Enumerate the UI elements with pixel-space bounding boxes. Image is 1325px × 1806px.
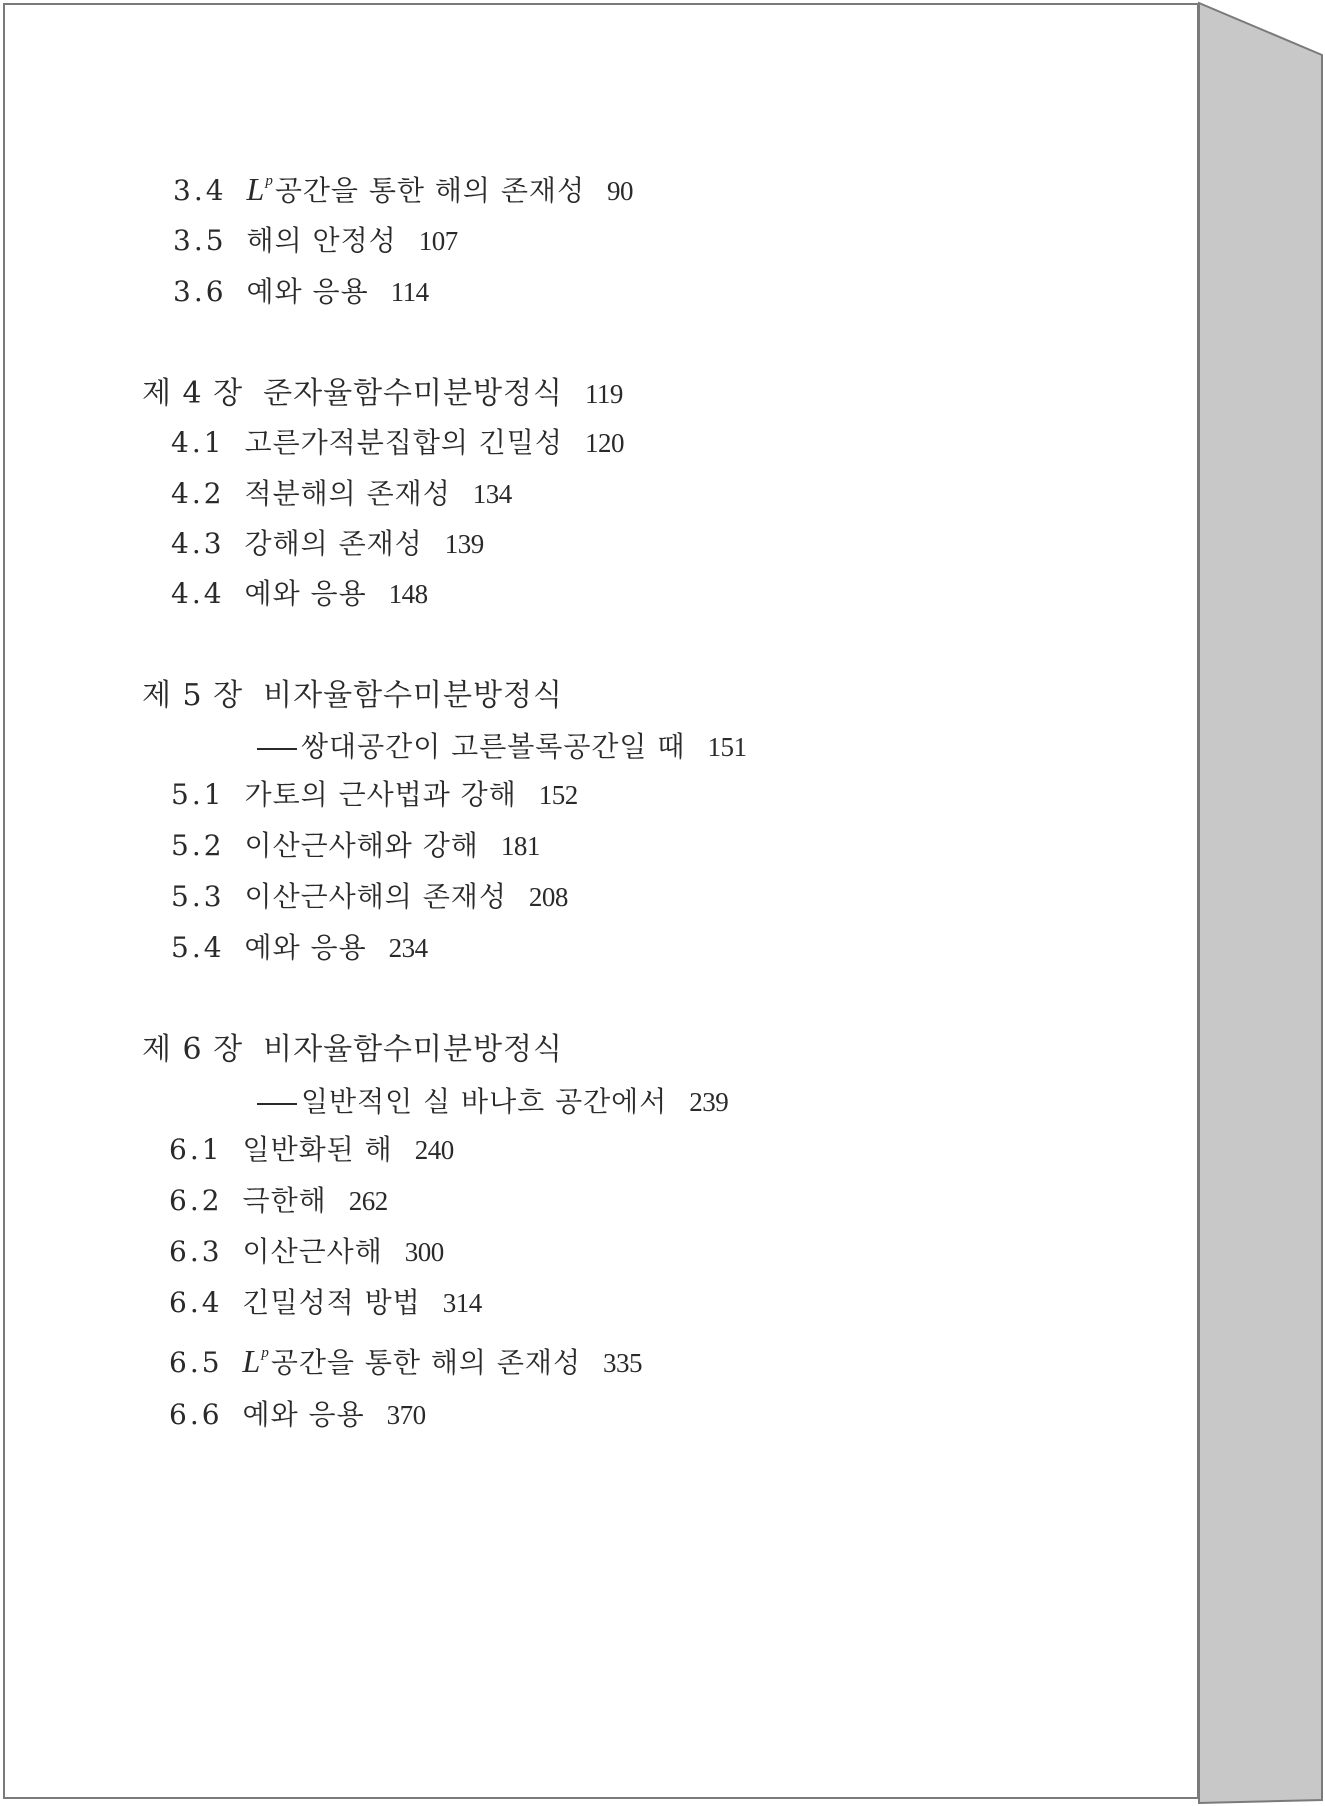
section-number: 6.4	[169, 1286, 223, 1319]
chapter-title: 비자율함수미분방정식	[263, 1032, 563, 1067]
chapter-label: 제 5 장	[142, 678, 244, 713]
toc-entry-3-5	[173, 224, 458, 257]
section-number: 5.4	[171, 931, 225, 964]
page-number: 239	[689, 1087, 729, 1117]
page-number: 234	[388, 933, 428, 963]
toc-entry-5-2	[171, 829, 540, 862]
table-of-contents	[5, 5, 1201, 1801]
chapter-subtitle: 일반적인 실 바나흐 공간에서	[301, 1085, 668, 1118]
page-number: 151	[707, 732, 747, 762]
section-title: 긴밀성적 방법	[242, 1286, 421, 1319]
toc-entry-5-4	[171, 931, 428, 964]
toc-entry-3-6	[173, 275, 429, 308]
section-title: 일반화된 해	[242, 1133, 393, 1166]
chapter-title: 준자율함수미분방정식	[263, 376, 563, 411]
lp-space-symbol: $L^p$	[246, 171, 274, 207]
toc-chapter-4	[142, 376, 623, 411]
chapter-label: 제 6 장	[142, 1032, 244, 1067]
section-title: 예와 응용	[246, 275, 369, 308]
section-title: 극한해	[242, 1184, 327, 1217]
page-number: 370	[386, 1400, 426, 1430]
toc-entry-4-4	[171, 577, 428, 610]
toc-chapter-5-subtitle	[257, 730, 747, 763]
section-number: 6.2	[169, 1184, 223, 1217]
toc-entry-6-2	[169, 1184, 388, 1217]
section-title: 이산근사해와 강해	[244, 829, 479, 862]
toc-entry-6-4	[169, 1286, 482, 1319]
section-number: 5.3	[171, 880, 225, 913]
toc-chapter-5	[142, 678, 563, 713]
page-number: 300	[404, 1237, 444, 1267]
section-title: 고른가적분집합의 긴밀성	[244, 426, 563, 459]
toc-entry-4-2	[171, 477, 512, 510]
section-title: 가토의 근사법과 강해	[244, 778, 517, 811]
toc-chapter-6-subtitle	[257, 1085, 729, 1118]
page-number: 139	[444, 529, 484, 559]
section-title: 공간을 통한 해의 존재성	[270, 1346, 582, 1379]
toc-entry-6-5	[169, 1345, 642, 1377]
section-title: 이산근사해	[242, 1235, 383, 1268]
section-number: 3.5	[173, 224, 227, 257]
section-title: 공간을 통한 해의 존재성	[274, 174, 586, 207]
chapter-subtitle: 쌍대공간이 고른볼록공간일 때	[301, 730, 686, 763]
page-number: 114	[390, 277, 429, 307]
section-title: 예와 응용	[242, 1398, 365, 1431]
page-number: 240	[414, 1135, 454, 1165]
chapter-title: 비자율함수미분방정식	[263, 678, 563, 713]
section-number: 6.6	[169, 1398, 223, 1431]
page-number: 152	[538, 780, 578, 810]
section-number: 4.4	[171, 577, 225, 610]
toc-chapter-6	[142, 1032, 563, 1067]
toc-entry-6-3	[169, 1235, 444, 1268]
toc-entry-4-1	[171, 426, 624, 459]
page-number: 208	[528, 882, 568, 912]
chapter-label: 제 4 장	[142, 376, 244, 411]
page-number: 134	[472, 479, 512, 509]
section-title: 예와 응용	[244, 931, 367, 964]
section-number: 6.1	[169, 1133, 223, 1166]
section-number: 4.3	[171, 527, 225, 560]
page-number: 107	[418, 226, 458, 256]
section-number: 4.2	[171, 477, 225, 510]
section-title: 강해의 존재성	[244, 527, 423, 560]
toc-entry-3-4	[173, 173, 633, 205]
page-number: 335	[603, 1348, 643, 1378]
page-number: 119	[584, 379, 623, 409]
page-number: 120	[584, 428, 624, 458]
em-dash	[257, 748, 297, 750]
section-title: 해의 안정성	[246, 224, 397, 257]
section-title: 예와 응용	[244, 577, 367, 610]
page-number: 148	[388, 579, 428, 609]
toc-entry-4-3	[171, 527, 484, 560]
toc-entry-6-6	[169, 1398, 426, 1431]
section-number: 3.6	[173, 275, 227, 308]
section-number: 5.1	[171, 778, 225, 811]
page-number: 181	[500, 831, 540, 861]
section-title: 이산근사해의 존재성	[244, 880, 507, 913]
section-number: 4.1	[171, 426, 225, 459]
page-number: 90	[607, 176, 634, 206]
section-number: 6.5	[169, 1346, 223, 1379]
page-number: 262	[348, 1186, 388, 1216]
toc-entry-6-1	[169, 1133, 454, 1166]
section-number: 5.2	[171, 829, 225, 862]
section-number: 6.3	[169, 1235, 223, 1268]
page-number: 314	[442, 1288, 482, 1318]
toc-entry-5-3	[171, 880, 568, 913]
book-page	[3, 3, 1199, 1799]
toc-entry-5-1	[171, 778, 578, 811]
lp-space-symbol: $L^p$	[242, 1343, 270, 1379]
section-title: 적분해의 존재성	[244, 477, 451, 510]
section-number: 3.4	[173, 174, 227, 207]
em-dash	[257, 1103, 297, 1105]
